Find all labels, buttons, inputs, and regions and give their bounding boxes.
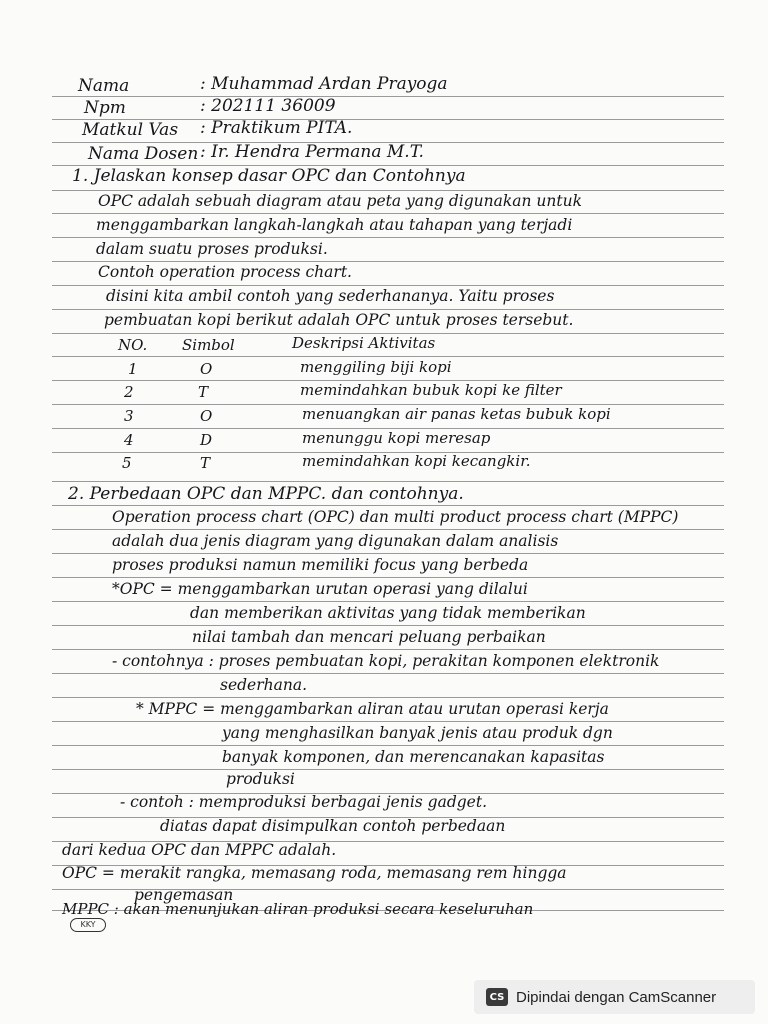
- ruled-line: [52, 505, 724, 506]
- q2-line: * MPPC = menggambarkan aliran atau urutan operasi kerja: [136, 700, 609, 718]
- table-row-no: 3: [124, 407, 134, 425]
- table-header-simbol: Simbol: [182, 336, 235, 354]
- ruled-line: [52, 356, 724, 357]
- q1-line: dalam suatu proses produksi.: [96, 240, 328, 258]
- q2-line: yang menghasilkan banyak jenis atau produk dgn: [222, 724, 613, 742]
- ruled-line: [52, 237, 724, 238]
- ruled-line: [52, 261, 724, 262]
- q2-line: *OPC = menggambarkan urutan operasi yang dilalui: [112, 580, 528, 598]
- q1-line: pembuatan kopi berikut adalah OPC untuk proses tersebut.: [104, 311, 574, 329]
- table-row-no: 1: [128, 360, 138, 378]
- table-row-simbol: O: [200, 407, 213, 425]
- ruled-line: [52, 577, 724, 578]
- q2-line: pengemasan: [134, 886, 234, 904]
- ruled-line: [52, 213, 724, 214]
- ruled-line: [52, 481, 724, 482]
- table-row-simbol: T: [200, 454, 211, 472]
- table-row-desc: menunggu kopi meresap: [302, 429, 491, 447]
- ruled-line: [52, 601, 724, 602]
- table-row-simbol: D: [200, 431, 213, 449]
- table-row-desc: memindahkan bubuk kopi ke filter: [300, 381, 562, 399]
- ruled-line: [52, 649, 724, 650]
- q2-line: adalah dua jenis diagram yang digunakan dalam analisis: [112, 532, 559, 550]
- table-row-no: 4: [124, 431, 134, 449]
- ruled-line: [52, 721, 724, 722]
- camscanner-text: Dipindai dengan CamScanner: [516, 988, 717, 1006]
- page-mark: KKY: [70, 918, 106, 932]
- ruled-line: [52, 96, 724, 97]
- camscanner-banner: [474, 980, 755, 1014]
- q2-title: 2. Perbedaan OPC dan MPPC. dan contohnya.: [68, 484, 464, 504]
- nama-label: Nama: [78, 76, 130, 96]
- npm-value: : 202111 36009: [200, 96, 336, 116]
- ruled-line: [52, 285, 724, 286]
- dosen-value: : Ir. Hendra Permana M.T.: [200, 142, 424, 162]
- q2-line: OPC = merakit rangka, memasang roda, memasang rem hingga: [62, 864, 567, 882]
- ruled-line: [52, 190, 724, 191]
- q2-line: dari kedua OPC dan MPPC adalah.: [62, 841, 337, 859]
- table-row-no: 2: [124, 383, 134, 401]
- camscanner-logo-icon: CS: [486, 988, 508, 1006]
- q1-line: Contoh operation process chart.: [98, 263, 352, 281]
- ruled-line: [52, 625, 724, 626]
- npm-label: Npm: [84, 98, 126, 118]
- ruled-line: [52, 745, 724, 746]
- ruled-line: [52, 769, 724, 770]
- dosen-label: Nama Dosen: [88, 144, 199, 164]
- table-row-desc: menggiling biji kopi: [300, 358, 452, 376]
- nama-value: : Muhammad Ardan Prayoga: [200, 74, 448, 94]
- ruled-line: [52, 529, 724, 530]
- q2-line: - contoh : memproduksi berbagai jenis gadget.: [120, 793, 487, 811]
- ruled-line: [52, 309, 724, 310]
- q2-line: dan memberikan aktivitas yang tidak memberikan: [190, 604, 586, 622]
- table-header-no: NO.: [118, 336, 148, 354]
- ruled-line: [52, 673, 724, 674]
- matkul-value: : Praktikum PITA.: [200, 118, 353, 138]
- table-row-desc: menuangkan air panas ketas bubuk kopi: [302, 405, 611, 423]
- table-row-simbol: T: [198, 383, 209, 401]
- ruled-line: [52, 553, 724, 554]
- q2-line: sederhana.: [220, 676, 308, 694]
- q2-line: nilai tambah dan mencari peluang perbaikan: [192, 628, 546, 646]
- q2-line: diatas dapat disimpulkan contoh perbedaan: [160, 817, 506, 835]
- q2-line: produksi: [226, 770, 295, 788]
- q1-line: OPC adalah sebuah diagram atau peta yang digunakan untuk: [98, 192, 582, 210]
- table-header-deskripsi: Deskripsi Aktivitas: [292, 334, 436, 352]
- table-row-desc: memindahkan kopi kecangkir.: [302, 452, 531, 470]
- ruled-line: [52, 697, 724, 698]
- table-row-simbol: O: [200, 360, 213, 378]
- table-row-no: 5: [122, 454, 132, 472]
- q1-title: 1. Jelaskan konsep dasar OPC dan Contohnya: [72, 166, 466, 186]
- q2-line: Operation process chart (OPC) dan multi product process chart (MPPC): [112, 508, 679, 526]
- q2-line: banyak komponen, dan merencanakan kapasitas: [222, 748, 605, 766]
- q2-line: - contohnya : proses pembuatan kopi, perakitan komponen elektronik: [112, 652, 660, 670]
- matkul-label: Matkul Vas: [82, 120, 179, 140]
- q1-line: menggambarkan langkah-langkah atau tahapan yang terjadi: [96, 216, 573, 234]
- q2-line: MPPC : akan menunjukan aliran produksi secara keseluruhan: [62, 900, 534, 918]
- q2-line: proses produksi namun memiliki focus yang berbeda: [112, 556, 529, 574]
- q1-line: disini kita ambil contoh yang sederhananya. Yaitu proses: [106, 287, 555, 305]
